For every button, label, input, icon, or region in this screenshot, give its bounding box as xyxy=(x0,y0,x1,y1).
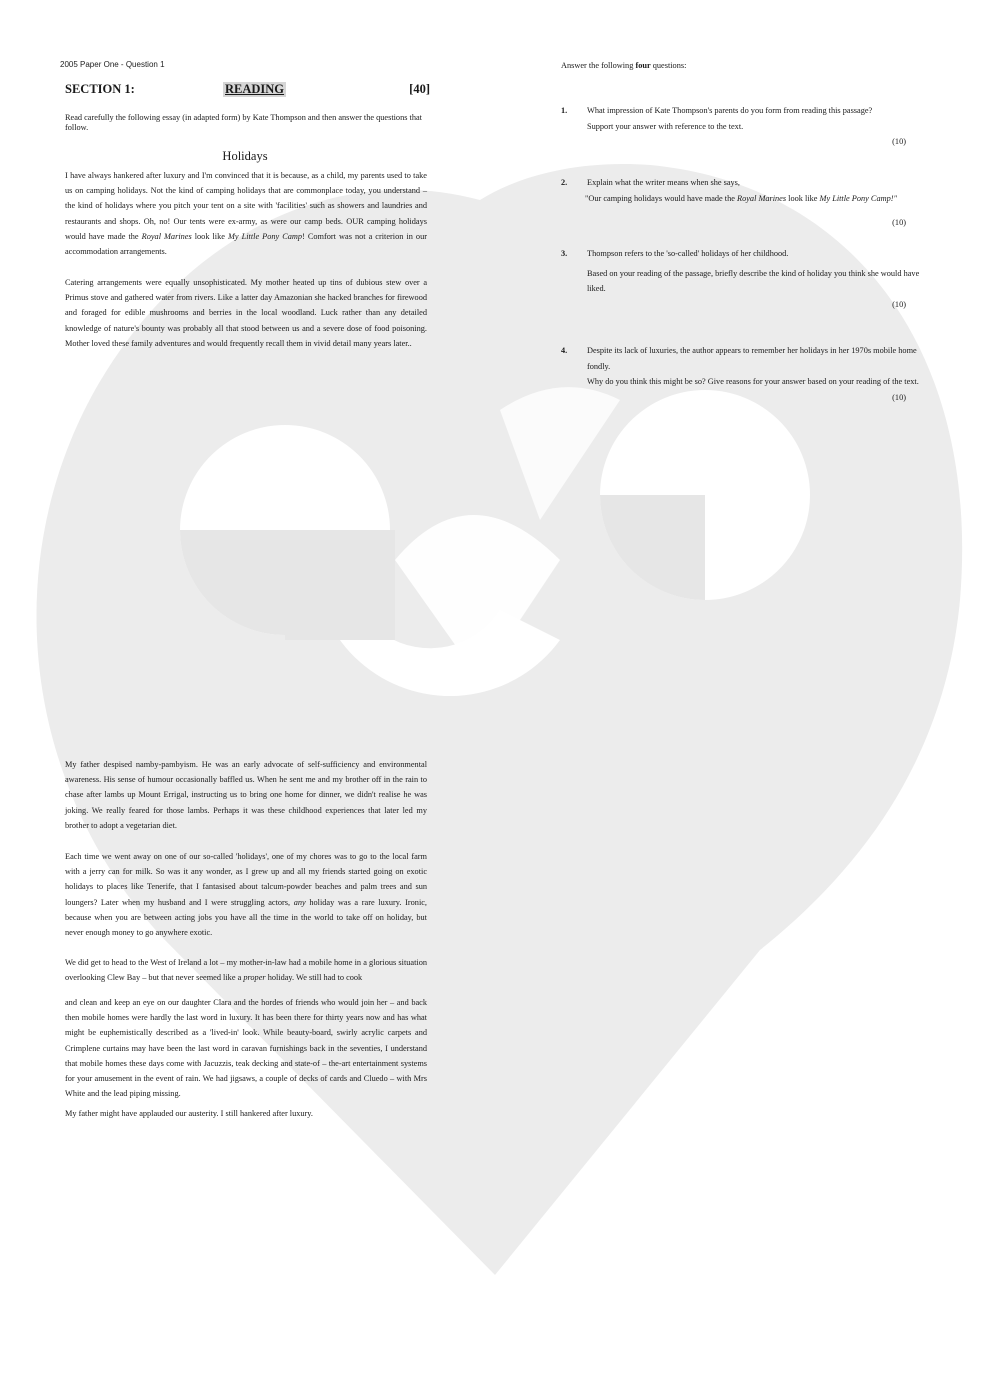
essay-paragraph-1: I have always hankered after luxury and I'm convinced that it is because, as a child, my parents used to take us on camping holidays. Not the kind of camping holidays that are commonplace today, you understand – the kind of holidays where you pitch your tent on a site with 'facilities' such as showers and laundries and restaurants and shops. Oh, no! Our tents were ex-army, as were our camp beds. OUR camping holidays would have made the Royal Marines look like My Little Pony Camp! Comfort was not a criterion in our accommodation arrangements. xyxy=(65,171,427,257)
question-marks: (10) xyxy=(892,299,906,309)
essay-paragraph-5: We did get to head to the West of Ireland a lot – my mother-in-law had a mobile home in a glorious situation overlooking Clew Bay – but that never seemed like a proper holiday. We still had to cook xyxy=(65,958,427,983)
question-number: 2. xyxy=(561,178,568,187)
intro-instructions: Read carefully the following essay (in adapted form) by Kate Thompson and then answer the questions that follow. xyxy=(65,113,422,132)
essay-title: Holidays xyxy=(222,149,268,163)
question-text: Explain what the writer means when she says, xyxy=(587,178,740,187)
question-text: Based on your reading of the passage, briefly describe the kind of holiday you think she would have liked. xyxy=(587,268,920,293)
question-3 xyxy=(561,246,926,312)
question-text: Despite its lack of luxuries, the author appears to remember her holidays in her 1970s mobile home fondly. xyxy=(587,346,917,371)
section-marks: [40] xyxy=(409,82,430,96)
essay-paragraph-6: and clean and keep an eye on our daughter Clara and the hordes of friends who would join her – and back then mobile homes were hardly the last word in luxury. It has been there for thirty years now and has what might be euphemistically described as a 'lived-in' look. While beauty-board, swirly acrylic carpets and Crimplene curtains may have been the last word in caravan furnishings back in the seventies, I understand that mobile homes these days come with Jacuzzis, teak decking and state-of – the-art entertainment systems for your amusement in the event of rain. We had jigsaws, a couple of decks of cards and Cluedo – with Mrs White and the lead piping missing. xyxy=(65,998,427,1099)
question-4 xyxy=(561,343,926,405)
question-marks: (10) xyxy=(892,218,906,227)
section-heading xyxy=(65,82,430,98)
essay-paragraph-2: Catering arrangements were equally unsophisticated. My mother heated up tins of dubious stew over a Primus stove and gathered water from rivers. Like a latter day Amazonian she hacked branches for firewood and foraged for edible mushrooms and berries in the local woodland. Luck rather than any detailed knowledge of nature's bounty was probably all that stood between us and a severe dose of food poisoning. Mother loved these family adventures and would frequently recall them in vivid detail many years later.. xyxy=(65,278,427,348)
header-note: 2005 Paper One - Question 1 xyxy=(60,60,165,69)
essay-paragraph-4: Each time we went away on one of our so-called 'holidays', one of my chores was to go to the local farm with a jerry can for milk. So was it any wonder, as I grew up and all my friends started going on exotic holidays to places like Tenerife, that I fantasised about talcum-powder beaches and palm trees and sun loungers? Later when my husband and I were struggling actors, any holiday was a rare luxury. Ironic, because when you are between acting jobs you have all the time in the world to take off on holiday, but never enough money to go anywhere exotic. xyxy=(65,852,427,938)
question-text: Why do you think this might be so? Give reasons for your answer based on your reading of the text. xyxy=(587,377,919,386)
questions-intro: Answer the following four questions: xyxy=(561,61,687,70)
question-number: 4. xyxy=(561,346,568,355)
question-marks: (10) xyxy=(892,392,906,402)
question-1 xyxy=(561,103,926,150)
section-title: READING xyxy=(225,82,285,96)
section-number: SECTION 1: xyxy=(65,82,135,96)
question-2 xyxy=(561,175,926,231)
question-text: Support your answer with reference to the text. xyxy=(587,121,744,131)
question-text: What impression of Kate Thompson's parents do you form from reading this passage? xyxy=(587,106,873,115)
question-marks: (10) xyxy=(892,137,906,146)
question-number: 3. xyxy=(561,249,568,258)
essay-paragraph-3: My father despised namby-pambyism. He was an early advocate of self-sufficiency and environmental awareness. His sense of humour occasionally baffled us. When he sent me and my brother off in the rain to chase after lambs up Mount Errigal, instructing us to bring one home for dinner, we didn't realise he was joking. We really feared for those lambs. Perhaps it was these childhood experiences that later led my brother to adopt a vegetarian diet. xyxy=(65,760,427,830)
question-quote: "Our camping holidays would have made the Royal Marines look like My Little Pony Camp!" xyxy=(585,193,897,203)
question-text: Thompson refers to the 'so-called' holidays of her childhood. xyxy=(587,249,789,258)
essay-paragraph-7: My father might have applauded our austerity. I still hankered after luxury. xyxy=(65,1109,313,1118)
question-number: 1. xyxy=(561,106,568,115)
